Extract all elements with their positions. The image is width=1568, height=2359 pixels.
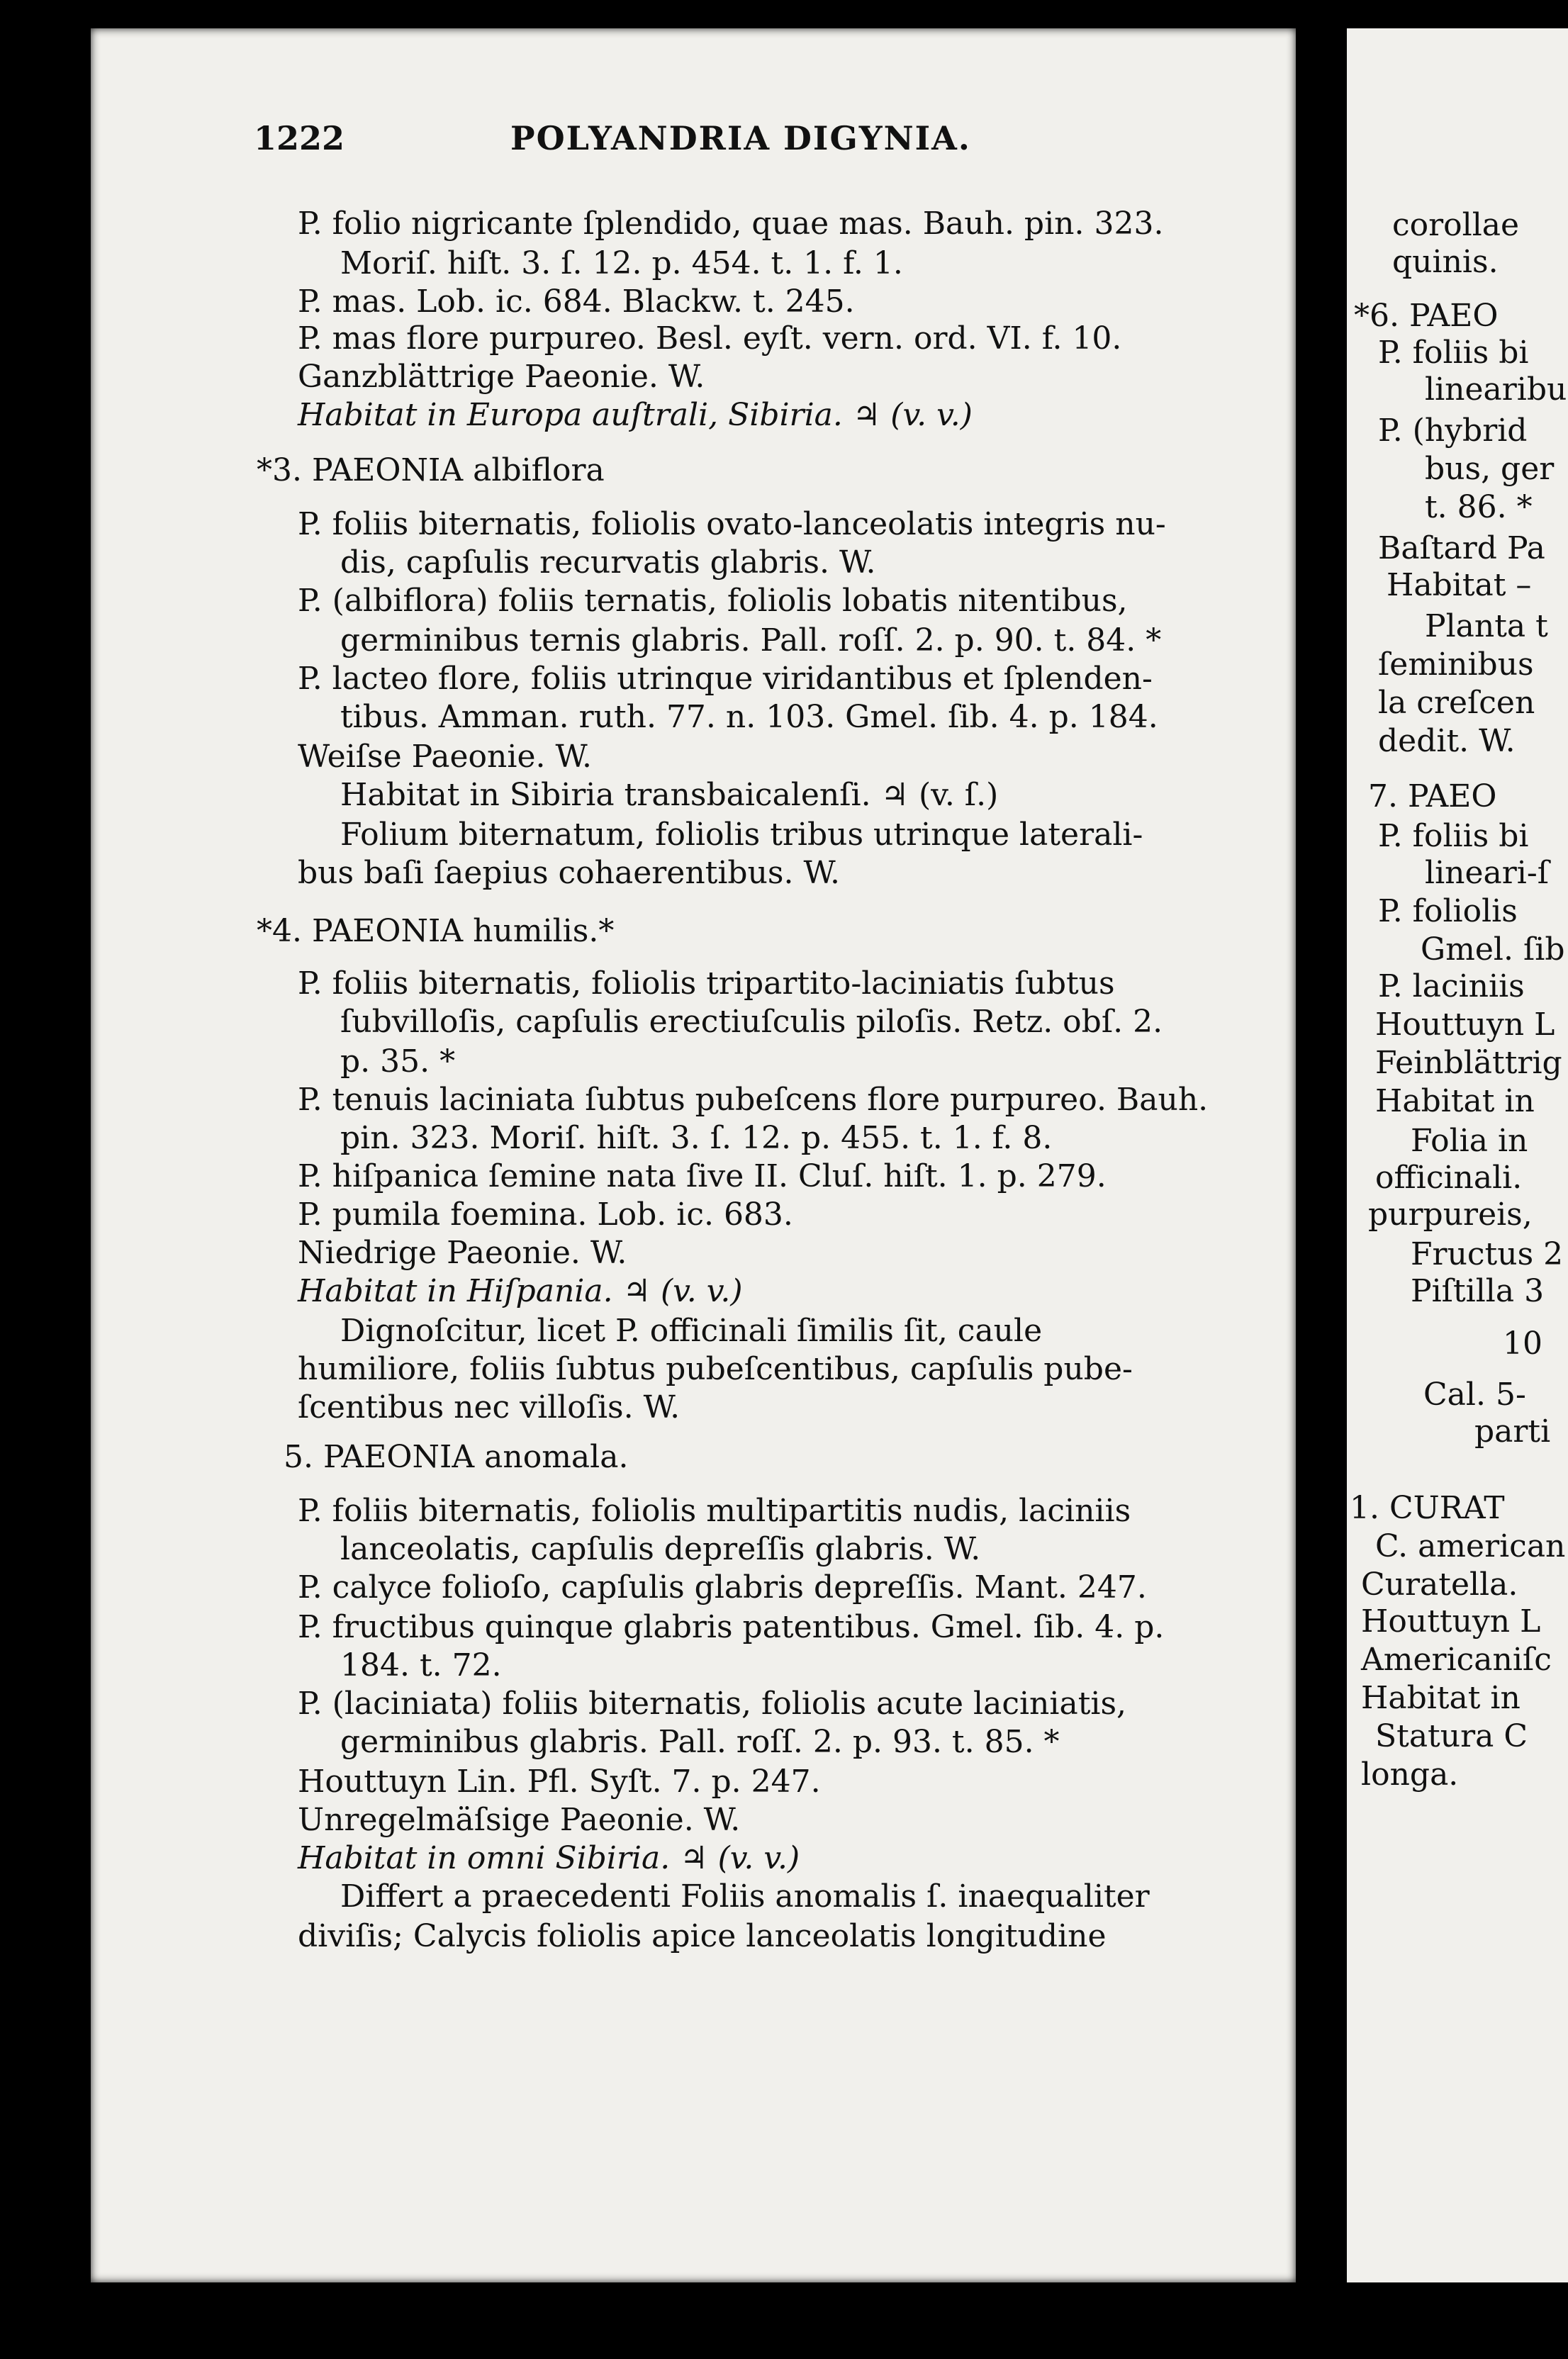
right-text-line: Habitat in xyxy=(1375,1083,1535,1119)
right-text-line: lineari-ſ xyxy=(1425,855,1550,891)
right-text-line: quinis. xyxy=(1392,244,1499,280)
left-text-line: pin. 323. Moriſ. hiſt. 3. ſ. 12. p. 455. t. 1. f. 8. xyxy=(340,1120,1053,1156)
right-text-line: P. foliis bi xyxy=(1378,335,1529,371)
left-text-line: germinibus ternis glabris. Pall. roſſ. 2. p. 90. t. 84. * xyxy=(340,622,1162,659)
left-text-line: *4. PAEONIA humilis.* xyxy=(257,913,615,949)
left-text-line: Differt a praecedenti Foliis anomalis ſ. inaequaliter xyxy=(340,1878,1150,1915)
left-text-line: Habitat in Hiſpania. ♃ (v. v.) xyxy=(298,1273,743,1309)
left-text-line: Dignoſcitur, licet P. officinali ſimilis ſit, caule xyxy=(340,1313,1043,1349)
left-text-line: lanceolatis, capſulis depreſſis glabris. W. xyxy=(340,1531,981,1567)
right-text-line: t. 86. * xyxy=(1425,489,1533,525)
right-text-line: parti xyxy=(1474,1413,1551,1450)
right-text-line: officinali. xyxy=(1375,1160,1523,1196)
right-text-line: P. laciniis xyxy=(1378,968,1525,1004)
left-text-line: Habitat in Europa auſtrali, Sibiria. ♃ (v. v.) xyxy=(298,397,973,433)
right-text-line: Cal. 5- xyxy=(1423,1377,1526,1413)
left-text-line: diviſis; Calycis foliolis apice lanceolatis longitudine xyxy=(298,1918,1107,1954)
right-text-line: Baſtard Pa xyxy=(1378,530,1545,566)
left-text-line: Weiſse Paeonie. W. xyxy=(298,739,592,775)
right-text-line: purpureis, xyxy=(1368,1197,1533,1233)
left-text-line: Niedrige Paeonie. W. xyxy=(298,1235,627,1271)
right-text-line: Habitat in xyxy=(1361,1680,1521,1716)
right-text-line: Piſtilla 3 xyxy=(1411,1273,1545,1309)
right-text-line: P. foliolis xyxy=(1378,893,1518,929)
right-text-line: *6. PAEO xyxy=(1354,298,1499,334)
left-text-line: bus baſi ſaepius cohaerentibus. W. xyxy=(298,855,840,891)
left-text-line: P. foliis biternatis, foliolis ovato-lanceolatis integris nu- xyxy=(298,506,1166,542)
left-text-line: P. mas flore purpureo. Besl. eyſt. vern. ord. VI. f. 10. xyxy=(298,320,1122,357)
right-text-line: 10 xyxy=(1503,1326,1542,1362)
left-text-line: P. foliis biternatis, foliolis tripartito-laciniatis ſubtus xyxy=(298,965,1115,1002)
left-text-line: 5. PAEONIA anomala. xyxy=(284,1439,629,1475)
right-text-line: Fructus 2 xyxy=(1411,1236,1564,1272)
left-text-line: Ganzblättrige Paeonie. W. xyxy=(298,359,705,395)
right-text-line: linearibu xyxy=(1425,371,1567,408)
left-text-line: P. foliis biternatis, foliolis multipartitis nudis, laciniis xyxy=(298,1493,1131,1529)
left-text-line: P. tenuis laciniata ſubtus pubeſcens flore purpureo. Bauh. xyxy=(298,1082,1209,1118)
left-text-line: P. hiſpanica ſemine nata ſive II. Cluſ. hiſt. 1. p. 279. xyxy=(298,1158,1107,1194)
right-text-line: Statura C xyxy=(1375,1718,1528,1754)
right-text-line: bus, ger xyxy=(1425,451,1555,487)
left-text-line: P. fructibus quinque glabris patentibus. Gmel. ſib. 4. p. xyxy=(298,1609,1165,1645)
left-text-line: tibus. Amman. ruth. 77. n. 103. Gmel. ſib. 4. p. 184. xyxy=(340,699,1158,735)
right-text-line: Habitat – xyxy=(1387,567,1532,603)
left-text-line: P. (albiflora) foliis ternatis, foliolis lobatis nitentibus, xyxy=(298,583,1128,619)
right-text-line: Americaniſc xyxy=(1361,1642,1552,1678)
right-text-line: Gmel. ſib xyxy=(1421,931,1565,968)
left-text-line: Habitat in Sibiria transbaicalenſi. ♃ (v. ſ.) xyxy=(340,777,999,813)
right-text-line: Folia in xyxy=(1411,1123,1528,1159)
left-text-line: P. pumila foemina. Lob. ic. 683. xyxy=(298,1197,793,1233)
right-text-line: la creſcen xyxy=(1378,685,1535,721)
page-number: 1222 xyxy=(254,119,345,157)
left-text-line: P. folio nigricante ſplendido, quae mas. Bauh. pin. 323. xyxy=(298,206,1164,242)
right-text-line: Planta t xyxy=(1425,608,1548,644)
right-text-line: C. american xyxy=(1375,1528,1566,1564)
left-text-line: ſcentibus nec villoſis. W. xyxy=(298,1389,681,1425)
left-text-line: *3. PAEONIA albiflora xyxy=(257,452,605,488)
right-text-line: P. (hybrid xyxy=(1378,413,1528,449)
left-text-line: humiliore, foliis ſubtus pubeſcentibus, capſulis pube- xyxy=(298,1351,1133,1387)
right-text-line: P. foliis bi xyxy=(1378,818,1529,854)
right-text-line: Houttuyn L xyxy=(1361,1603,1541,1640)
left-text-line: P. calyce folioſo, capſulis glabris depreſſis. Mant. 247. xyxy=(298,1569,1147,1606)
left-text-line: P. lacteo flore, foliis utrinque viridantibus et ſplenden- xyxy=(298,661,1153,697)
left-text-line: P. mas. Lob. ic. 684. Blackw. t. 245. xyxy=(298,284,855,320)
right-text-line: longa. xyxy=(1361,1756,1459,1793)
right-text-line: Curatella. xyxy=(1361,1567,1518,1603)
left-text-line: P. (laciniata) foliis biternatis, foliolis acute laciniatis, xyxy=(298,1686,1127,1722)
running-header: POLYANDRIA DIGYNIA. xyxy=(510,119,971,157)
left-text-line: Houttuyn Lin. Pfl. Syſt. 7. p. 247. xyxy=(298,1764,821,1800)
right-text-line: 7. PAEO xyxy=(1368,778,1497,814)
left-text-line: Folium biternatum, foliolis tribus utrinque laterali- xyxy=(340,817,1143,853)
left-text-line: p. 35. * xyxy=(340,1043,456,1080)
left-text-line: Habitat in omni Sibiria. ♃ (v. v.) xyxy=(298,1840,800,1876)
left-text-line: ſubvilloſis, capſulis erectiuſculis piloſis. Retz. obſ. 2. xyxy=(340,1004,1163,1040)
left-text-line: Moriſ. hiſt. 3. ſ. 12. p. 454. t. 1. f. 1. xyxy=(340,245,903,281)
right-text-line: 1. CURAT xyxy=(1350,1490,1505,1526)
left-text-line: Unregelmäſsige Paeonie. W. xyxy=(298,1802,741,1838)
left-text-line: 184. t. 72. xyxy=(340,1647,502,1683)
left-text-line: germinibus glabris. Pall. roſſ. 2. p. 93. t. 85. * xyxy=(340,1724,1060,1760)
right-text-line: Houttuyn L xyxy=(1375,1007,1555,1043)
right-text-line: dedit. W. xyxy=(1378,723,1516,759)
right-text-line: Feinblättrig xyxy=(1375,1045,1562,1081)
left-text-line: dis, capſulis recurvatis glabris. W. xyxy=(340,544,876,581)
right-text-line: corollae xyxy=(1392,207,1520,243)
right-text-line: ſeminibus xyxy=(1378,646,1534,683)
